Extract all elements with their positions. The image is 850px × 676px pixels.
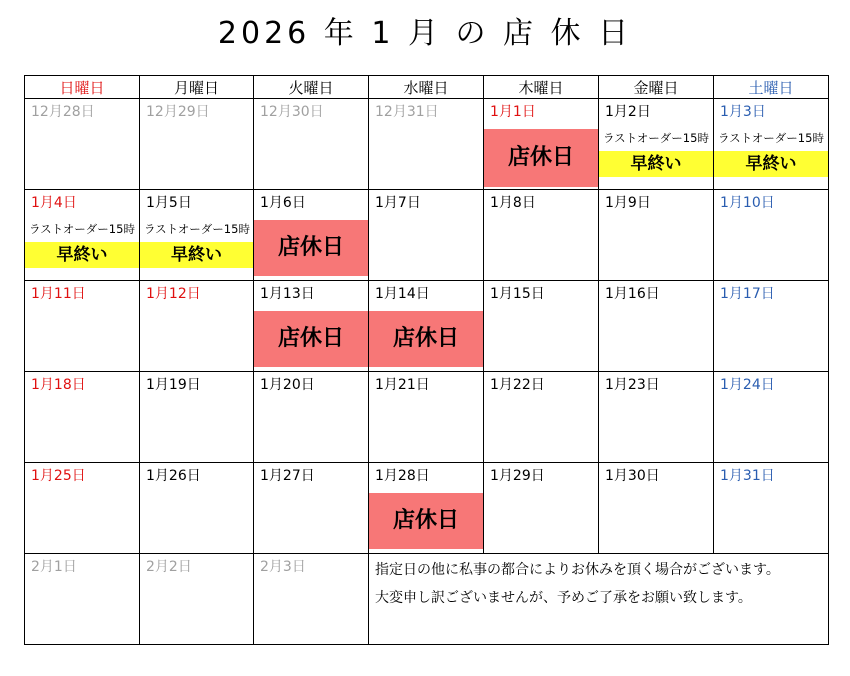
notice-line-2: 大変申し訳ございませんが、予めご了承をお願い致します。	[375, 590, 752, 606]
day-cell	[714, 463, 829, 554]
day-number: 1月9日	[605, 195, 651, 211]
day-number: 1月7日	[375, 195, 421, 211]
week-row	[25, 372, 829, 463]
day-cell	[484, 190, 599, 281]
closed-day-badge: 店休日	[484, 129, 598, 187]
weekday-sunday: 日曜日	[25, 76, 140, 99]
last-order-note: ラストオーダー15時	[603, 131, 709, 145]
day-number: 2月2日	[146, 559, 192, 575]
weekday-thursday: 木曜日	[484, 76, 599, 99]
day-cell	[369, 99, 484, 190]
page-title: 2026 年 1 月 の 店 休 日	[217, 16, 633, 51]
calendar-table	[24, 75, 829, 645]
day-number: 1月19日	[146, 377, 201, 393]
day-cell	[25, 99, 140, 190]
day-number: 1月17日	[720, 286, 775, 302]
early-close-badge: 早終い	[140, 242, 253, 268]
day-cell	[25, 190, 140, 281]
weekday-saturday: 土曜日	[714, 76, 829, 99]
day-cell	[254, 99, 369, 190]
day-number: 12月28日	[31, 104, 95, 120]
day-number: 1月12日	[146, 286, 201, 302]
day-cell	[484, 281, 599, 372]
weekday-header-row	[25, 76, 829, 99]
day-cell	[714, 190, 829, 281]
last-order-note: ラストオーダー15時	[144, 222, 250, 236]
day-number: 12月31日	[375, 104, 439, 120]
day-number: 1月13日	[260, 286, 315, 302]
day-number: 1月8日	[490, 195, 536, 211]
day-cell	[25, 372, 140, 463]
day-number: 1月3日	[720, 104, 766, 120]
day-number: 12月29日	[146, 104, 210, 120]
day-cell	[254, 463, 369, 554]
week-row	[25, 554, 829, 645]
day-number: 2月1日	[31, 559, 77, 575]
day-cell	[25, 281, 140, 372]
day-number: 1月5日	[146, 195, 192, 211]
day-number: 1月21日	[375, 377, 430, 393]
day-cell	[599, 281, 714, 372]
day-number: 1月4日	[31, 195, 77, 211]
day-number: 1月31日	[720, 468, 775, 484]
day-cell	[369, 372, 484, 463]
day-number: 1月29日	[490, 468, 545, 484]
day-cell	[254, 190, 369, 281]
early-close-badge: 早終い	[714, 151, 828, 177]
day-cell	[140, 372, 254, 463]
day-number: 1月2日	[605, 104, 651, 120]
day-cell	[140, 99, 254, 190]
day-number: 1月26日	[146, 468, 201, 484]
day-number: 1月15日	[490, 286, 545, 302]
notice-text	[369, 554, 828, 608]
day-cell	[599, 372, 714, 463]
day-cell	[484, 463, 599, 554]
day-cell	[254, 554, 369, 645]
day-cell	[369, 463, 484, 554]
day-cell	[25, 554, 140, 645]
closed-day-badge: 店休日	[369, 311, 483, 367]
day-number: 1月30日	[605, 468, 660, 484]
closed-day-badge: 店休日	[254, 311, 368, 367]
day-number: 1月10日	[720, 195, 775, 211]
week-row	[25, 281, 829, 372]
weekday-friday: 金曜日	[599, 76, 714, 99]
day-number: 1月14日	[375, 286, 430, 302]
day-number: 1月6日	[260, 195, 306, 211]
weekday-monday: 月曜日	[140, 76, 254, 99]
day-cell	[140, 463, 254, 554]
day-number: 1月22日	[490, 377, 545, 393]
day-number: 1月28日	[375, 468, 430, 484]
closed-day-badge: 店休日	[254, 220, 368, 276]
early-close-badge: 早終い	[599, 151, 713, 177]
day-cell	[140, 554, 254, 645]
day-number: 12月30日	[260, 104, 324, 120]
day-number: 1月27日	[260, 468, 315, 484]
last-order-note: ラストオーダー15時	[29, 222, 135, 236]
day-cell	[714, 99, 829, 190]
week-row	[25, 99, 829, 190]
day-number: 1月1日	[490, 104, 536, 120]
day-cell	[484, 372, 599, 463]
notice-cell	[369, 554, 829, 645]
day-cell	[599, 190, 714, 281]
day-number: 1月25日	[31, 468, 86, 484]
weekday-wednesday: 水曜日	[369, 76, 484, 99]
last-order-note: ラストオーダー15時	[718, 131, 824, 145]
day-cell	[599, 99, 714, 190]
day-cell	[714, 372, 829, 463]
day-cell	[140, 190, 254, 281]
week-row	[25, 190, 829, 281]
day-cell	[599, 463, 714, 554]
day-cell	[369, 190, 484, 281]
day-cell	[484, 99, 599, 190]
day-number: 1月18日	[31, 377, 86, 393]
early-close-badge: 早終い	[25, 242, 139, 268]
day-number: 2月3日	[260, 559, 306, 575]
notice-line-1: 指定日の他に私事の都合によりお休みを頂く場合がございます。	[375, 562, 780, 578]
day-cell	[254, 372, 369, 463]
day-number: 1月23日	[605, 377, 660, 393]
day-number: 1月20日	[260, 377, 315, 393]
day-cell	[25, 463, 140, 554]
day-number: 1月16日	[605, 286, 660, 302]
day-number: 1月24日	[720, 377, 775, 393]
day-cell	[714, 281, 829, 372]
day-cell	[254, 281, 369, 372]
weekday-tuesday: 火曜日	[254, 76, 369, 99]
day-number: 1月11日	[31, 286, 86, 302]
day-cell	[369, 281, 484, 372]
closed-day-badge: 店休日	[369, 493, 483, 549]
week-row	[25, 463, 829, 554]
day-cell	[140, 281, 254, 372]
